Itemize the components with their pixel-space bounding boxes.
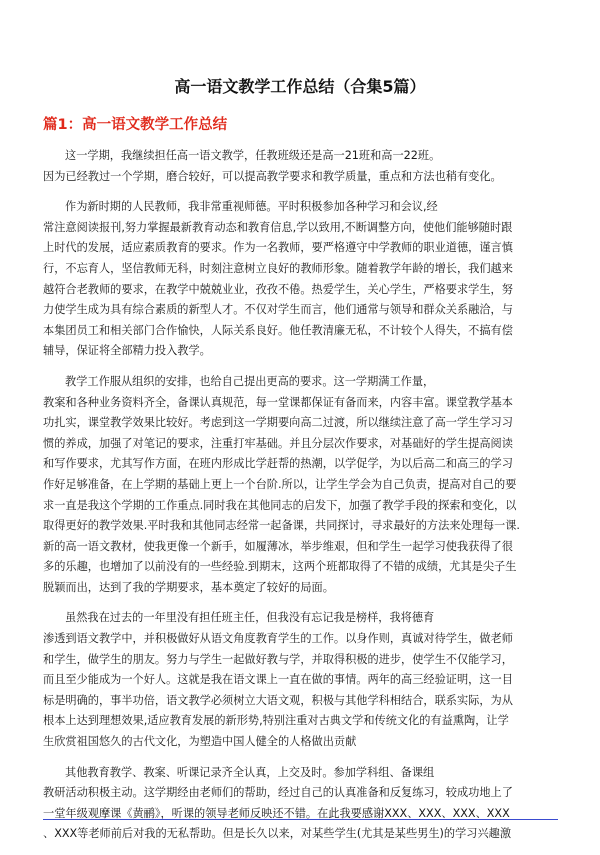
paragraph-line: 新的高一语文教材，使我更像一个新手，如履薄冰，举步维艰，但和学生一起学习使我获得了很 xyxy=(43,539,513,553)
paragraph-line: 惯的养成，加强了对笔记的要求，注重打牢基础。并且分层次作要求，对基础好的学生提高阅读 xyxy=(43,436,513,450)
paragraph xyxy=(43,608,563,752)
paragraph-line: 多的乐趣，也增加了以前没有的一些经验.到期末，这两个班都取得了不错的成绩，尤其是尖子生 xyxy=(43,560,517,574)
paragraph-line: 求一直是我这个学期的工作重点.同时我在其他同志的启发下，加强了教学手段的探索和变化，以 xyxy=(43,498,517,512)
paragraph-line: 本集团员工和相关部门合作愉快，人际关系良好。他任教清廉无私，不计较个人得失，不搞有偿 xyxy=(43,323,513,337)
paragraph-line: 脱颖而出，达到了我的学期要求，基本奠定了较好的局面。 xyxy=(43,580,334,594)
paragraph xyxy=(43,146,563,187)
paragraph-line: 力使学生成为具有综合素质的新型人才。不仅对学生而言，他们通常与领导和群众关系融洽，与 xyxy=(43,303,513,317)
paragraph-line: 辅导，保证将全部精力投入教学。 xyxy=(43,344,211,358)
section-heading: 篇1：高一语文教学工作总结 xyxy=(43,117,228,133)
paragraph-line: 生欣赏祖国悠久的古代文化，为塑造中国人健全的人格做出贡献 xyxy=(43,735,357,749)
paragraph-line: 教案和各种业务资料齐全，备课认真规范，每一堂课都保证有备而来，内容丰富。课堂教学基本 xyxy=(43,395,513,409)
paragraph-line: 渗透到语文教学中，并积极做好从语文角度教育学生的工作。以身作则，真诚对待学生，做老师 xyxy=(43,632,513,646)
page-divider xyxy=(43,819,558,820)
paragraph-line: 功扎实，课堂教学效果比较好。考虑到这一学期要向高二过渡，所以继续注意了高一学生学习习 xyxy=(43,416,513,430)
paragraph-line: 和写作要求，尤其写作方面，在班内形成比学赶帮的热潮，以学促学，为以后高二和高三的学习 xyxy=(43,457,513,471)
paragraph-line: 行，不忘育人，坚信教师无科，时刻注意树立良好的教师形象。随着教学年龄的增长，我们越来 xyxy=(43,261,513,275)
paragraph xyxy=(43,763,563,845)
paragraph-line: 上时代的发展，适应素质教育的要求。作为一名教师，要严格遵守中学教师的职业道德，谨言慎 xyxy=(43,241,513,255)
document-title: 高一语文教学工作总结（合集5篇） xyxy=(174,77,426,96)
paragraph-line: 常注意阅读报刊,努力掌握最新教育动态和教育信息,学以致用,不断调整方向，使他们能够随时跟 xyxy=(43,220,513,234)
paragraph-line: 、XXX等老师前后对我的无私帮助。但是长久以来，对某些学生(尤其是某些男生)的学习兴趣激 xyxy=(43,827,512,841)
paragraph-line: 虽然我在过去的一年里没有担任班主任，但我没有忘记我是榜样，我将德育 xyxy=(65,611,435,625)
paragraph-line: 取得更好的教学效果.平时我和其他同志经常一起备课，共同探讨，寻求最好的方法来处理每一课. xyxy=(43,519,520,533)
paragraph xyxy=(43,197,563,362)
document-body xyxy=(43,146,563,855)
paragraph-line: 作为新时期的人民教师，我非常重视师德。平时积极参加各种学习和会议,经 xyxy=(65,200,438,214)
paragraph-line: 和学生，做学生的朋友。努力与学生一起做好教与学，并取得积极的进步，使学生不仅能学习， xyxy=(43,652,513,666)
paragraph-line: 其他教育教学、教案、听课记录齐全认真，上交及时。参加学科组、备课组 xyxy=(65,765,435,779)
paragraph-line: 这一学期，我继续担任高一语文教学，任教班级还是高一21班和高一22班。 xyxy=(65,149,441,162)
paragraph-line: 一堂年级观摩课《黄鹂》，听课的领导老师反映还不错。在此我要感谢XXX、XXX、XXX、XXX xyxy=(43,806,510,820)
paragraph-line: 越符合老教师的要求，在教学中兢兢业业，孜孜不倦。热爱学生，关心学生，严格要求学生，努 xyxy=(43,282,513,296)
paragraph-line: 根本上达到理想效果,适应教育发展的新形势,特别注重对古典文学和传统文化的有益熏陶，让学 xyxy=(43,714,509,728)
paragraph-line: 教学工作服从组织的安排，也给自己提出更高的要求。这一学期满工作量， xyxy=(65,374,435,388)
paragraph xyxy=(43,372,563,599)
paragraph-line: 作好足够准备，在上学期的基础上更上一个台阶.所以，让学生学会为自己负责，提高对自己的要 xyxy=(43,477,517,491)
paragraph-line: 教研活动积极主动。这学期经由老师们的帮助，经过自己的认真准备和反复练习，较成功地上了 xyxy=(43,786,513,800)
paragraph-line: 因为已经教过一个学期，磨合较好，可以提高教学要求和教学质量，重点和方法也稍有变化。 xyxy=(43,169,502,183)
paragraph-line: 而且至少能成为一个好人。这就是我在语文课上一直在做的事情。两年的高三经验证明，这一目 xyxy=(43,673,513,687)
paragraph-line: 标是明确的，事半功倍，语文教学必须树立大语文观，积极与其他学科相结合，联系实际，为从 xyxy=(43,693,513,707)
